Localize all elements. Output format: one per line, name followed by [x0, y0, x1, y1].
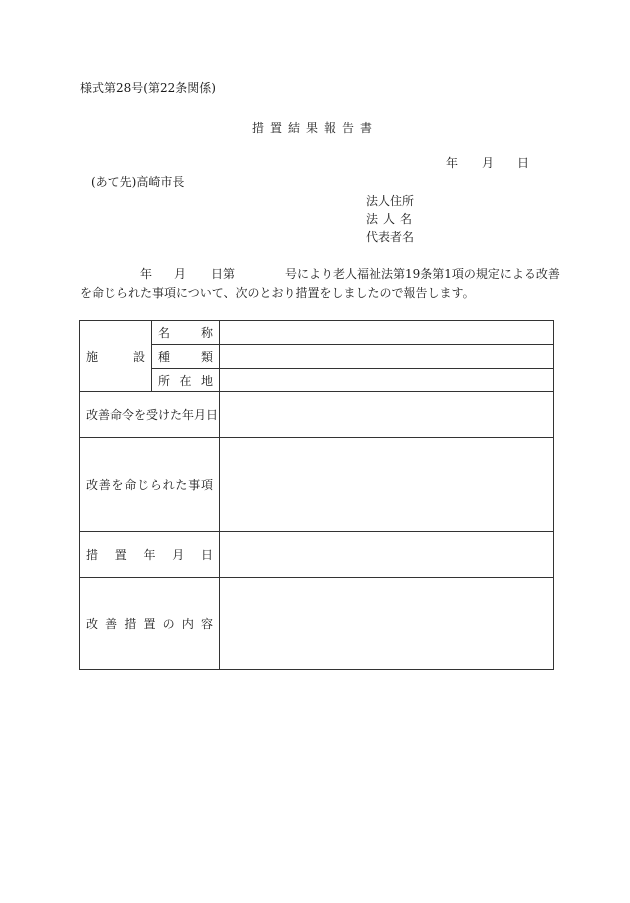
date-month-label: 月 — [482, 156, 495, 170]
document-title: 措置結果報告書 — [251, 121, 378, 135]
date-day-label: 日 — [517, 156, 530, 170]
measure-date-field[interactable] — [220, 532, 554, 578]
facility-label-cell — [80, 321, 152, 392]
order-date-field[interactable] — [220, 392, 554, 438]
report-table — [79, 320, 554, 670]
facility-location-label: 所在地 — [158, 373, 213, 388]
body-year: 年 — [140, 267, 153, 281]
table-row — [80, 392, 554, 438]
table-row — [80, 321, 554, 345]
representative-label: 代表者名 — [366, 230, 415, 244]
measure-date-label: 措置年月日 — [86, 548, 213, 562]
table-row — [80, 532, 554, 578]
body-month: 月 — [174, 267, 187, 281]
facility-label: 施設 — [86, 349, 145, 364]
measure-date-label-cell — [80, 532, 220, 578]
ordered-items-field[interactable] — [220, 438, 554, 532]
table-row — [80, 578, 554, 670]
facility-name-label-cell — [152, 321, 220, 345]
body-text-line2: を命じられた事項について、次のとおり措置をしましたので報告します。 — [80, 286, 475, 300]
measure-content-label: 改善措置の内容 — [86, 617, 213, 631]
measure-content-field[interactable] — [220, 578, 554, 670]
ordered-items-label-cell — [80, 438, 220, 532]
order-date-label-cell — [80, 392, 220, 438]
body-text-rest: 号により老人福祉法第19条第1項の規定による改善 — [285, 267, 560, 281]
body-day-no: 日第 — [211, 267, 236, 281]
body-text-line1 — [80, 267, 560, 281]
corporate-name-label: 法人名 — [366, 212, 418, 226]
ordered-items-label: 改善を命じられた事項 — [86, 478, 213, 492]
facility-type-label: 種類 — [158, 350, 213, 364]
addressee: (あて先)高崎市長 — [91, 175, 185, 189]
order-date-label: 改善命令を受けた年月日 — [86, 408, 219, 422]
corporate-address-label: 法人住所 — [366, 194, 415, 208]
table-row — [80, 438, 554, 532]
facility-location-label-cell — [152, 369, 220, 392]
facility-name-label: 名称 — [158, 326, 213, 340]
facility-location-field[interactable] — [220, 369, 554, 392]
table-row — [80, 369, 554, 392]
table-row — [80, 345, 554, 369]
facility-type-label-cell — [152, 345, 220, 369]
date-year-label: 年 — [446, 156, 459, 170]
facility-name-field[interactable] — [220, 321, 554, 345]
facility-type-field[interactable] — [220, 345, 554, 369]
measure-content-label-cell — [80, 578, 220, 670]
form-number: 様式第28号(第22条関係) — [80, 81, 216, 95]
